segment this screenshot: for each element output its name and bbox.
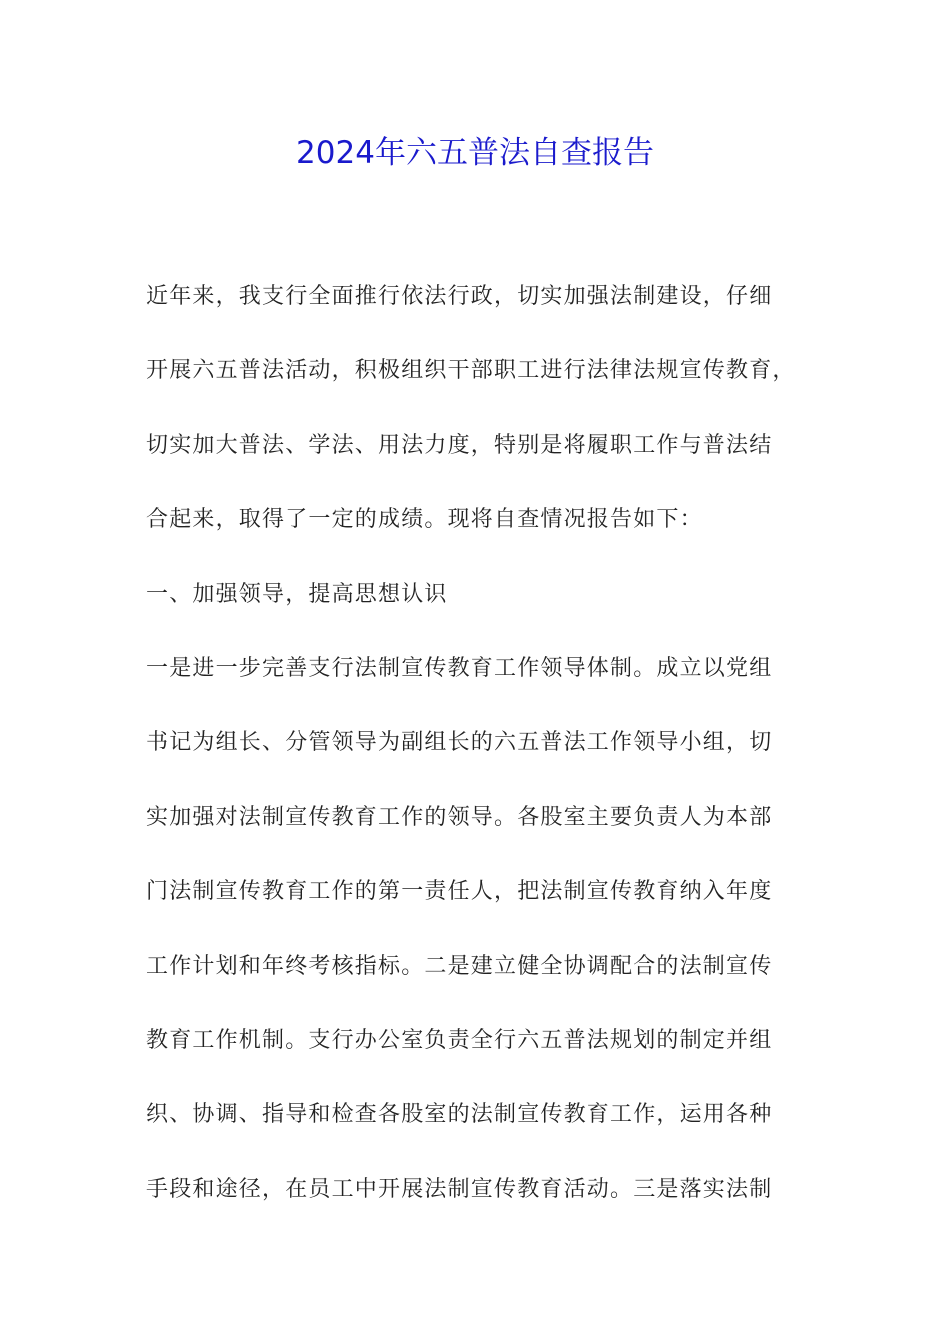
body-line: 工作计划和年终考核指标。二是建立健全协调配合的法制宣传 [146, 953, 773, 979]
body-line: 实加强对法制宣传教育工作的领导。各股室主要负责人为本部 [146, 804, 773, 830]
document-title: 2024年六五普法自查报告 [296, 135, 654, 171]
body-line: 切实加大普法、学法、用法力度，特别是将履职工作与普法结 [146, 432, 773, 458]
body-line: 教育工作机制。支行办公室负责全行六五普法规划的制定并组 [146, 1027, 773, 1053]
body-line: 开展六五普法活动，积极组织干部职工进行法律法规宣传教育， [146, 358, 796, 384]
body-line: 门法制宣传教育工作的第一责任人，把法制宣传教育纳入年度 [146, 879, 773, 905]
section-heading: 一、加强领导，提高思想认识 [146, 581, 448, 607]
document-body [146, 260, 806, 1227]
body-line: 书记为组长、分管领导为副组长的六五普法工作领导小组，切 [146, 730, 773, 756]
body-line: 近年来，我支行全面推行依法行政，切实加强法制建设，仔细 [146, 284, 773, 309]
body-line: 一是进一步完善支行法制宣传教育工作领导体制。成立以党组 [146, 655, 773, 681]
body-line: 织、协调、指导和检查各股室的法制宣传教育工作，运用各种 [146, 1102, 773, 1128]
body-line: 手段和途径，在员工中开展法制宣传教育活动。三是落实法制 [146, 1176, 773, 1202]
body-line: 合起来，取得了一定的成绩。现将自查情况报告如下： [146, 507, 703, 533]
